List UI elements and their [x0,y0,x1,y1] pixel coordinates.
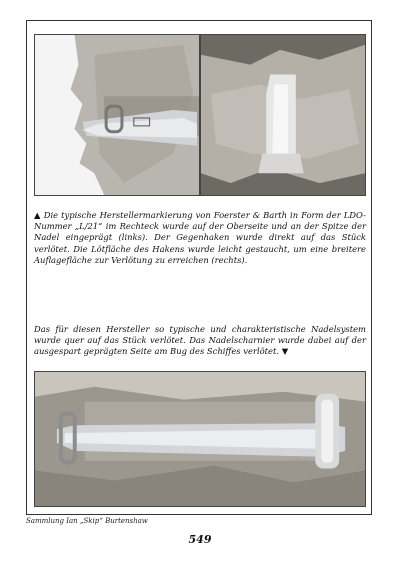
photo-credit: Sammlung Ian „Skip“ Burtenshaw [26,517,148,525]
caption-middle-text: Das für diesen Hersteller so typische und charakteristische Nadelsystem wurde quer auf das Stück verlötet. Das Nadelscharnier wurde dabei auf der ausgespart geprägten Seite am Bug des Schiffes verlötet. [34,324,366,357]
page-number: 549 [188,533,212,546]
photo-hinge-system [34,371,366,507]
triangle-up-icon: ▲ [34,210,41,220]
photo-pin-tip [34,34,200,196]
caption-middle [34,324,366,358]
triangle-down-icon: ▼ [281,346,289,357]
caption-top-text: Die typische Herstellermarkierung von Foerster & Barth in Form der LDO-Nummer „L/21“ im Rechteck wurde auf der Oberseite und an der Spitze der Nadel eingeprägt (links). Der Gegenhaken wurde direkt auf das Stück verlötet. Die Lötfläche des Hakens wurde leicht gestaucht, um eine breitere Auflagefläche zur Verlötung zu erreichen (rechts). [34,210,367,265]
photo-catch-hook [200,34,366,196]
caption-top [34,210,366,266]
